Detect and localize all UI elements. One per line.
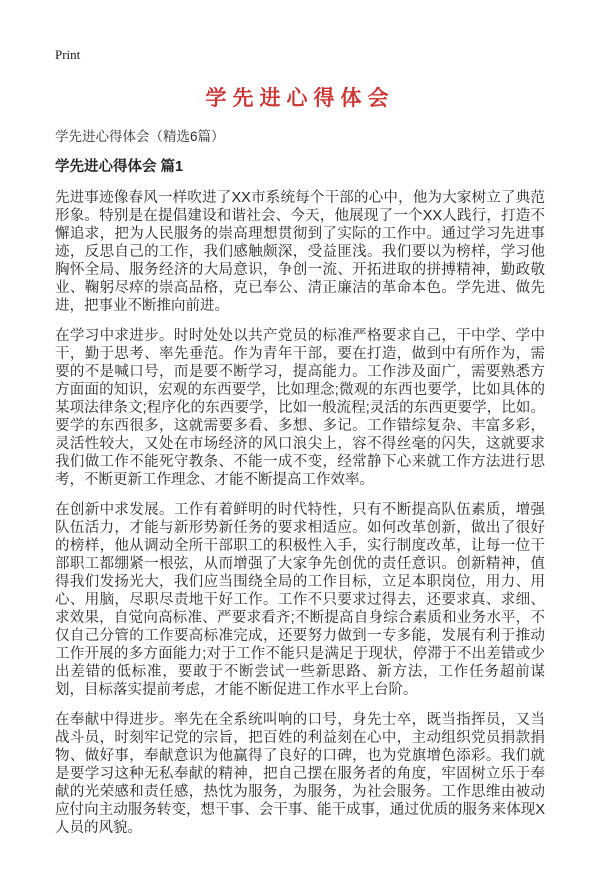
print-link[interactable]: Print bbox=[55, 47, 81, 62]
document-subtitle: 学先进心得体会（精选6篇） bbox=[55, 129, 225, 144]
body-paragraph: 先进事迹像春风一样吹进了XX市系统每个干部的心中，他为大家树立了典范形象。特别是在提倡建设和谐社会、今天，他展现了一个XX人践行，打造不懈追求，把为人民服务的崇高理想贯彻到了实际的工作中。通过学习先进事迹，反思自己的工作，我们感触颇深，受益匪浅。我们要以为榜样，学习他胸怀全局、服务经济的大局意识，争创一流、开拓进取的拼搏精神，勤政敬业、鞠躬尽瘁的崇高品格，克已奉公、清正廉洁的革命本色。学先进、做先进，把事业不断推向前进。 bbox=[55, 190, 545, 314]
body-paragraph: 在学习中求进步。时时处处以共产党员的标准严格要求自己，干中学、学中干，勤于思考、率先垂范。作为青年干部，要在打造，做到中有所作为，需要的不是喊口号，而是要不断学习，提高能力。工作涉及面广，需要熟悉方方面面的知识，宏观的东西要学，比如理念;微观的东西也要学，比如具体的某项法律条文;程序化的东西要学，比如一般流程;灵活的东西更要学，比如。要学的东西很多，这就需要多看、多想、多记。工作错综复杂、丰富多彩，灵活性较大，又处在市场经济的风口浪尖上，容不得丝毫的闪失，这就要求我们做工作不能死守教条、不能一成不变，经常静下心来就工作方法进行思考，不断更新工作理念、才能不断提高工作效率。 bbox=[55, 328, 545, 488]
page-title: 学先进心得体会 bbox=[205, 87, 395, 110]
section-heading: 学先进心得体会 篇1 bbox=[55, 159, 184, 175]
body-paragraph: 在奉献中得进步。率先在全系统叫响的口号，身先士卒，既当指挥员，又当战斗员，时刻牢记党的宗旨，把百姓的利益刻在心中，主动组织党员捐款捐物、做好事，奉献意识为他赢得了良好的口碑，也为党旗增色添彩。我们就是要学习这种无私奉献的精神，把自己摆在服务者的角度，牢固树立乐于奉献的光荣感和责任感，热忱为服务，为服务，为社会服务。工作思维由被动应付向主动服务转变，想干事、会干事、能干成事，通过优质的服务来体现X人员的风貌。 bbox=[55, 712, 545, 836]
body-paragraph: 在创新中求发展。工作有着鲜明的时代特性，只有不断提高队伍素质，增强队伍活力，才能与新形势新任务的要求相适应。如何改革创新，做出了很好的榜样，他从调动全所干部职工的积极性入手，实行制度改革，让每一位干部职工都绷紧一根弦，从而增强了大家争先创优的责任意识。创新精神，值得我们发扬光大，我们应当围绕全局的工作目标，立足本职岗位，用力、用心、用脑，尽职尽责地干好工作。工作不只要求过得去，还要求真、求细、求效果，自觉向高标准、严要求看齐;不断提高自身综合素质和业务水平，不仅自己分管的工作要高标准完成，还要努力做到一专多能，发展有利于推动工作开展的多方面能力;对于工作不能只是满足于现状，停滞于不出差错或少出差错的低标准，要敢于不断尝试一些新思路、新方法，工作任务超前谋划，目标落实提前考虑，才能不断促进工作水平上台阶。 bbox=[55, 502, 545, 698]
